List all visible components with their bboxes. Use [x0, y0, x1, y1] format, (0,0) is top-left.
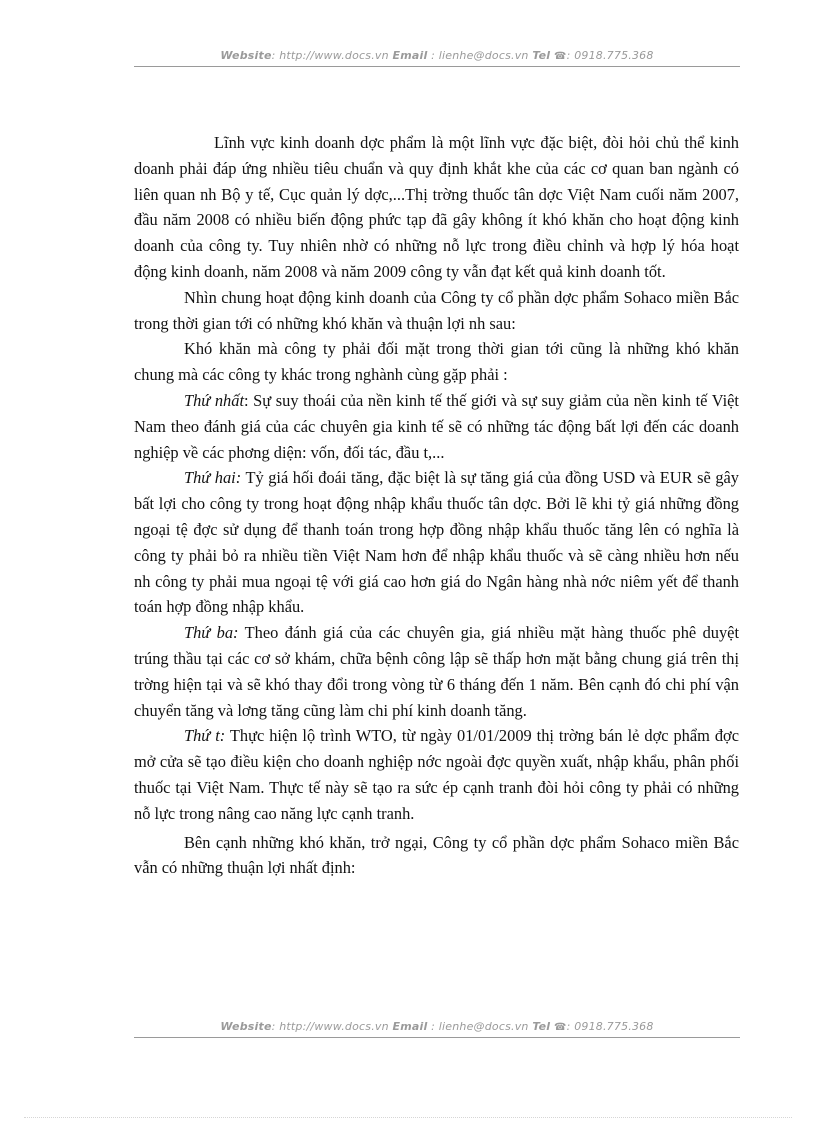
paragraph-first	[134, 388, 739, 465]
header-tel-label: Tel	[532, 49, 551, 62]
paragraph-intro: Lĩnh vực kinh doanh dợc phẩm là một lĩnh vực đặc biệt, đòi hỏi chủ thể kinh doanh phải đáp ứng nhiều tiêu chuẩn và quy định khắt khe của các cơ quan ban ngành có liên quan nh Bộ y tế, Cục quản lý dợc,...Thị trờng thuốc tân dợc Việt Nam cuối năm 2007, đầu năm 2008 có nhiều biến động phức tạp đã gây không ít khó khăn cho hoạt động kinh doanh của công ty. Tuy nhiên nhờ có những nỗ lực trong điều chỉnh và hợp lý hóa hoạt động kinh doanh, năm 2008 và năm 2009 công ty vẫn đạt kết quả kinh doanh tốt.	[134, 133, 739, 281]
footer-rule	[134, 1037, 740, 1038]
paragraph-difficulties: Khó khăn mà công ty phải đối mặt trong thời gian tới cũng là những khó khăn chung mà các công ty khác trong nghành cùng gặp phải :	[134, 339, 739, 385]
footer-tel-value: : 0918.775.368	[566, 1020, 654, 1033]
phone-icon: ☎	[553, 1022, 567, 1033]
second-text: Tỷ giá hối đoái tăng, đặc biệt là sự tăng giá của đồng USD và EUR sẽ gây bất lợi cho công ty trong hoạt động nhập khẩu thuốc tân dợc. Bởi lẽ khi tỷ giá những đồng ngoại tệ đợc sử dụng để thanh toán trong hợp đồng nhập khẩu thuốc tăng lên có nghĩa là công ty phải bỏ ra nhiều tiền Việt Nam hơn để nhập khẩu thuốc và sẽ càng nhiều hơn nếu nh công ty phải mua ngoại tệ với giá cao hơn giá do Ngân hàng nhà nớc niêm yết để thanh toán hợp đồng nhập khẩu.	[134, 468, 739, 617]
fourth-text: Thực hiện lộ trình WTO, từ ngày 01/01/2009 thị trờng bán lẻ dợc phẩm đợc mở cửa sẽ tạo điều kiện cho doanh nghiệp nớc ngoài đợc quyền xuất, nhập khẩu, phân phối thuốc tại Việt Nam. Thực tế này sẽ tạo ra sức ép cạnh tranh đòi hỏi công ty phải có những nỗ lực trong nâng cao năng lực cạnh tranh.	[134, 726, 739, 823]
footer-website-label: Website	[220, 1020, 272, 1033]
paragraph-overview: Nhìn chung hoạt động kinh doanh của Công ty cổ phần dợc phẩm Sohaco miền Bắc trong thời gian tới có những khó khăn và thuận lợi nh sau:	[134, 287, 739, 333]
header-website-value: : http://www.docs.vn	[271, 49, 389, 62]
paragraph-second	[134, 465, 739, 620]
page-header	[134, 49, 740, 62]
page-footer	[134, 1020, 740, 1033]
fourth-label: Thứ t:	[184, 726, 226, 746]
header-website-label: Website	[220, 49, 272, 62]
paragraph-third	[134, 620, 739, 723]
paragraph-advantages: Bên cạnh những khó khăn, trở ngại, Công ty cổ phần dợc phẩm Sohaco miền Bắc vẫn có những thuận lợi nhất định:	[134, 832, 739, 878]
header-email-value: : lienhe@docs.vn	[431, 49, 529, 62]
header-email-label: Email	[392, 49, 428, 62]
document-body	[134, 130, 739, 881]
second-label: Thứ hai:	[184, 468, 242, 488]
paragraph-fourth	[134, 723, 739, 826]
first-label: Thứ nhất	[184, 390, 244, 410]
first-text: : Sự suy thoái của nền kinh tế thế giới và sự suy giảm của nền kinh tế Việt Nam theo đánh giá của các chuyên gia kinh tế sẽ có những tác động bất lợi đến các doanh nghiệp về các phơng diện: vốn, đối tác, đầu t,...	[134, 390, 739, 462]
footer-email-value: : lienhe@docs.vn	[431, 1020, 529, 1033]
header-tel-value: : 0918.775.368	[566, 49, 654, 62]
page-bottom-border	[24, 1117, 792, 1118]
third-label: Thứ ba:	[184, 623, 239, 643]
third-text: Theo đánh giá của các chuyên gia, giá nhiều mặt hàng thuốc phê duyệt trúng thầu tại các cơ sở khám, chữa bệnh công lập sẽ thấp hơn mặt bằng chung giá trên thị trờng hiện tại và sẽ khó thay đổi trong vòng từ 6 tháng đến 1 năm. Bên cạnh đó chi phí vận chuyển tăng và lơng tăng cũng làm chi phí kinh doanh tăng.	[134, 623, 739, 720]
footer-email-label: Email	[392, 1020, 428, 1033]
footer-tel-label: Tel	[532, 1020, 551, 1033]
phone-icon: ☎	[553, 51, 567, 62]
header-rule	[134, 66, 740, 67]
footer-website-value: : http://www.docs.vn	[271, 1020, 389, 1033]
